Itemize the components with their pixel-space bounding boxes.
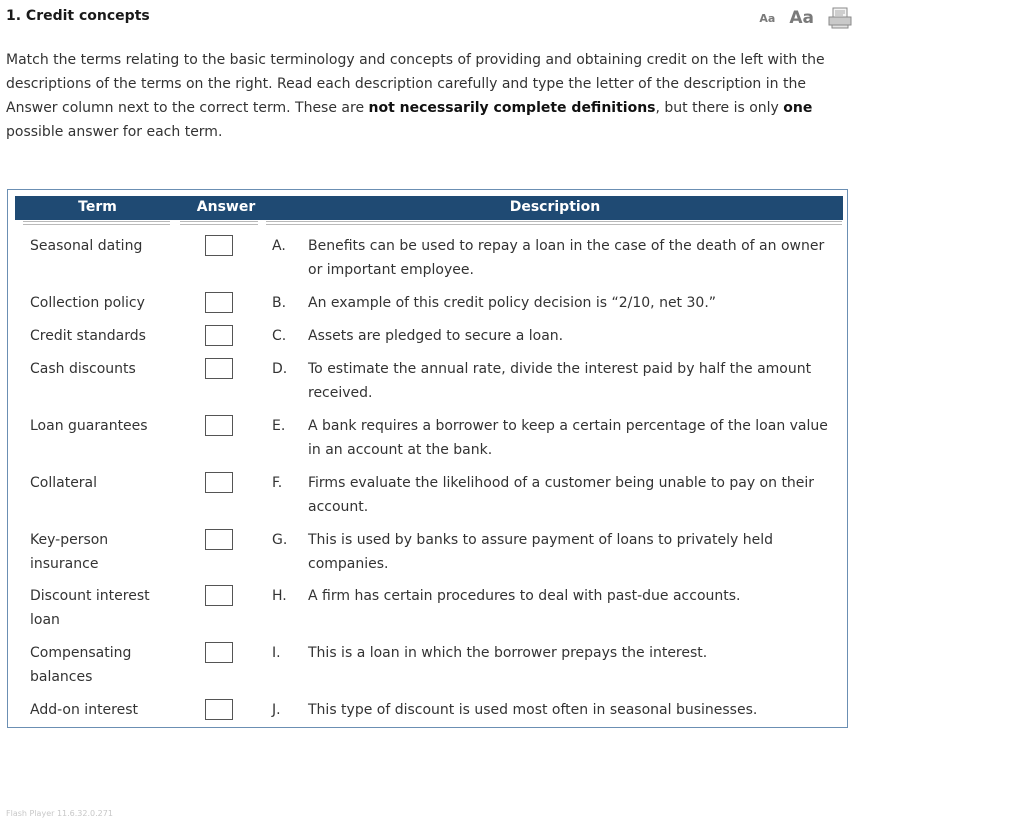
description-a: Benefits can be used to repay a loan in the case of the death of an owner or important employee. bbox=[308, 238, 825, 278]
term-key-person-insurance: Key-person insurance bbox=[30, 532, 109, 572]
description-letter-h: H. bbox=[272, 588, 287, 604]
description-i: This is a loan in which the borrower prepays the interest. bbox=[308, 645, 708, 661]
instructions-part2: , but there is only bbox=[655, 100, 784, 116]
description-letter-f: F. bbox=[272, 475, 283, 491]
description-d: To estimate the annual rate, divide the interest paid by half the amount received. bbox=[308, 361, 812, 401]
instructions-bold-one: one bbox=[783, 100, 813, 116]
header-answer: Answer bbox=[196, 199, 256, 215]
description-c: Assets are pledged to secure a loan. bbox=[308, 328, 564, 344]
matching-table bbox=[7, 189, 848, 728]
question-header bbox=[6, 8, 852, 30]
print-icon[interactable] bbox=[828, 7, 852, 29]
description-f: Firms evaluate the likelihood of a customer being unable to pay on their account. bbox=[308, 475, 815, 515]
description-letter-j: J. bbox=[272, 702, 281, 718]
term-seasonal-dating: Seasonal dating bbox=[30, 238, 143, 254]
font-size-large-button[interactable]: Aa bbox=[789, 8, 814, 28]
header-underline-term bbox=[23, 221, 170, 225]
description-letter-b: B. bbox=[272, 295, 287, 311]
description-h: A firm has certain procedures to deal with past-due accounts. bbox=[308, 588, 741, 604]
answer-input-compensating-balances[interactable] bbox=[205, 642, 233, 663]
description-letter-i: I. bbox=[272, 645, 281, 661]
description-letter-a: A. bbox=[272, 238, 286, 254]
description-j: This type of discount is used most often in seasonal businesses. bbox=[308, 702, 758, 718]
description-letter-e: E. bbox=[272, 418, 286, 434]
answer-input-credit-standards[interactable] bbox=[205, 325, 233, 346]
header-description: Description bbox=[509, 199, 601, 215]
term-compensating-balances: Compensating balances bbox=[30, 645, 132, 685]
table-header bbox=[15, 196, 843, 220]
answer-input-add-on-interest[interactable] bbox=[205, 699, 233, 720]
header-term: Term bbox=[78, 199, 117, 215]
term-credit-standards: Credit standards bbox=[30, 328, 146, 344]
description-letter-g: G. bbox=[272, 532, 288, 548]
answer-input-collateral[interactable] bbox=[205, 472, 233, 493]
font-size-small-button[interactable]: Aa bbox=[759, 11, 776, 25]
description-letter-c: C. bbox=[272, 328, 287, 344]
flash-version-text: Flash Player 11.6.32.0.271 bbox=[6, 809, 113, 818]
header-underline-description bbox=[266, 221, 842, 225]
question-title: 1. Credit concepts bbox=[6, 8, 150, 24]
description-g: This is used by banks to assure payment of loans to privately held companies. bbox=[308, 532, 773, 572]
answer-input-discount-interest-loan[interactable] bbox=[205, 585, 233, 606]
term-cash-discounts: Cash discounts bbox=[30, 361, 136, 377]
header-underline-answer bbox=[180, 221, 258, 225]
description-e: A bank requires a borrower to keep a certain percentage of the loan value in an account at the bank. bbox=[308, 418, 828, 458]
answer-input-collection-policy[interactable] bbox=[205, 292, 233, 313]
answer-input-seasonal-dating[interactable] bbox=[205, 235, 233, 256]
description-b: An example of this credit policy decision is “2/10, net 30.” bbox=[308, 295, 717, 311]
term-add-on-interest: Add-on interest bbox=[30, 702, 139, 718]
answer-input-key-person-insurance[interactable] bbox=[205, 529, 233, 550]
instructions-text bbox=[6, 48, 846, 144]
term-loan-guarantees: Loan guarantees bbox=[30, 418, 148, 434]
instructions-part1: Match the terms relating to the basic terminology and concepts of providing and obtaining credit on the left with the descriptions of the terms on the right. Read each description carefully and type the letter of the description in the Answer column next to the correct term. These are bbox=[6, 52, 825, 116]
description-letter-d: D. bbox=[272, 361, 288, 377]
instructions-bold-not-complete: not necessarily complete definitions bbox=[368, 100, 656, 116]
term-collection-policy: Collection policy bbox=[30, 295, 145, 311]
instructions-part3: possible answer for each term. bbox=[6, 124, 223, 140]
answer-input-cash-discounts[interactable] bbox=[205, 358, 233, 379]
term-discount-interest-loan: Discount interest loan bbox=[30, 588, 150, 628]
answer-input-loan-guarantees[interactable] bbox=[205, 415, 233, 436]
term-collateral: Collateral bbox=[30, 475, 98, 491]
toolbar bbox=[759, 6, 852, 30]
